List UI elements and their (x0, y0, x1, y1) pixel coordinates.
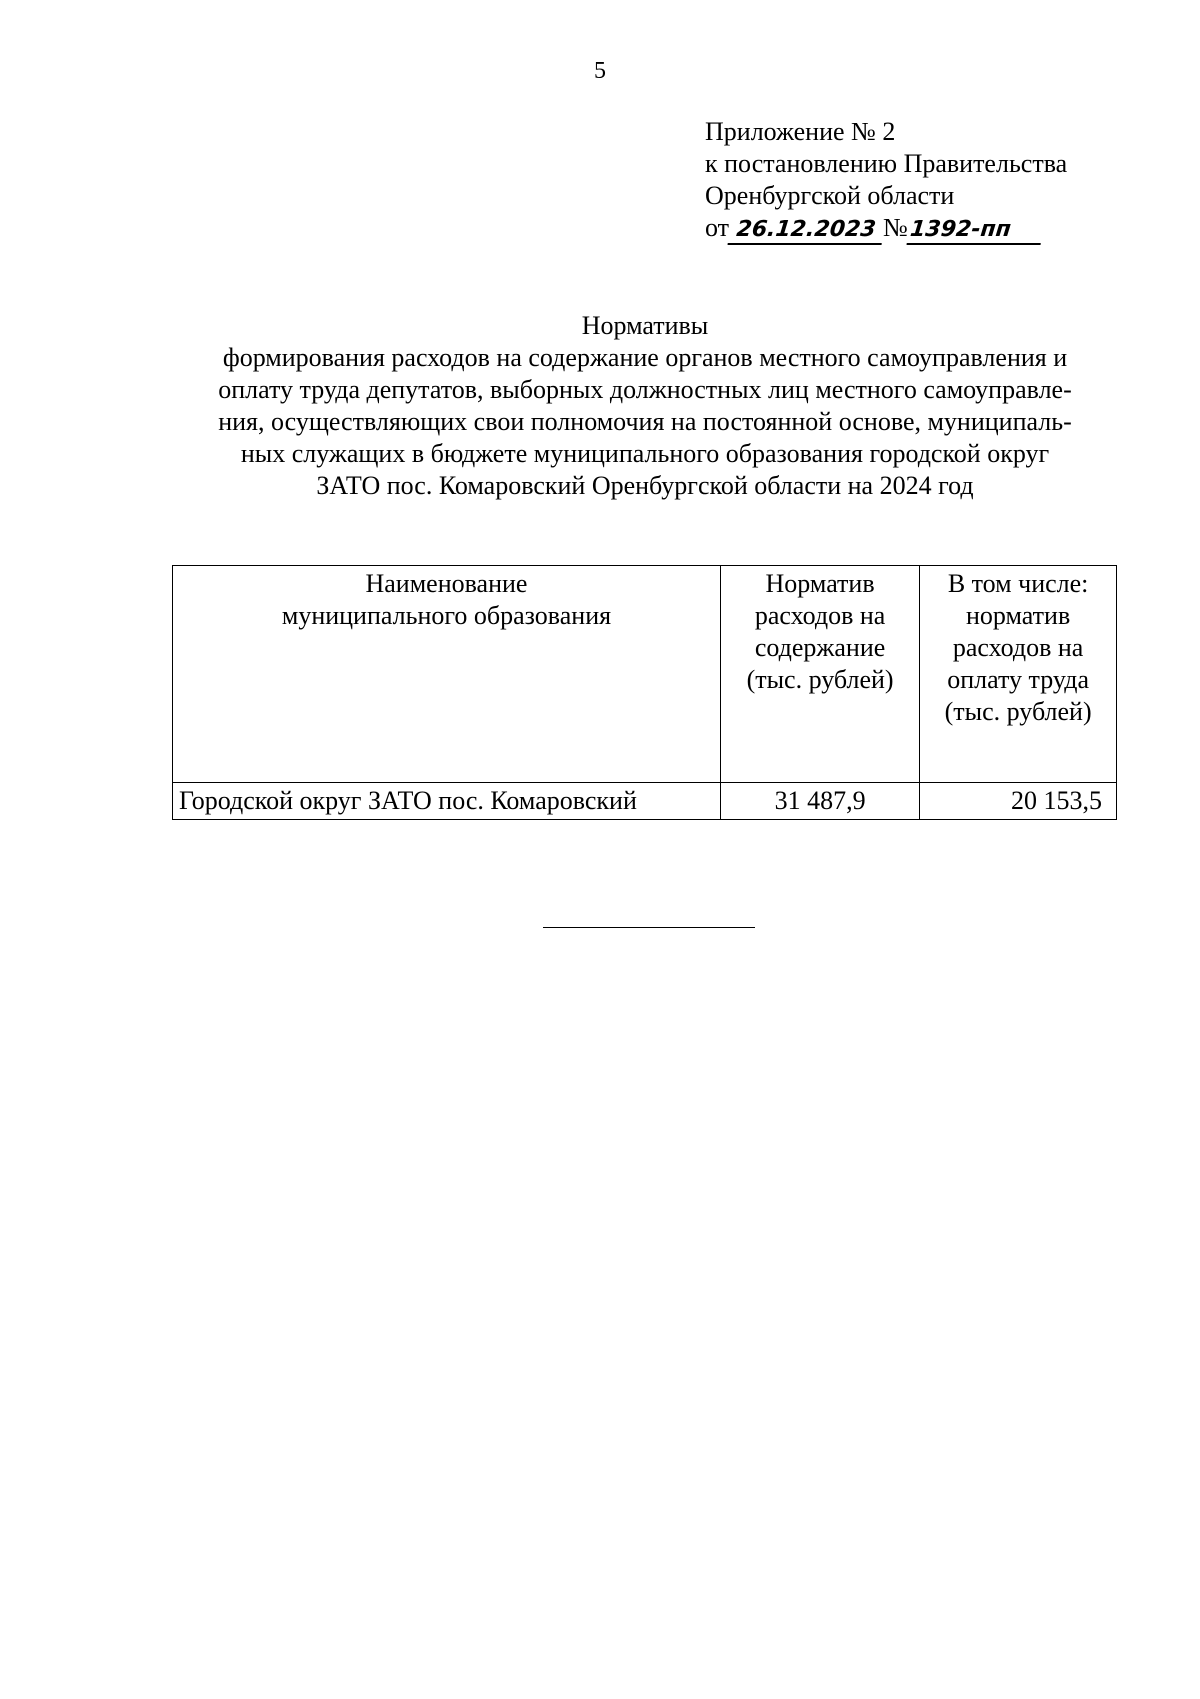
header-total-line: (тыс. рублей) (746, 665, 894, 694)
table-row (173, 783, 1117, 820)
handwritten-date: 26.12.2023 (728, 217, 885, 245)
header-salary-line: (тыс. рублей) (944, 697, 1092, 726)
row-municipality-name: Городской округ ЗАТО пос. Комаровский (173, 783, 721, 820)
appendix-date-line (705, 212, 1067, 245)
header-name-line: Наименование (365, 569, 528, 598)
end-divider (543, 927, 755, 928)
header-salary-line: расходов на (952, 633, 1084, 662)
header-salary-line: оплату труда (947, 665, 1089, 694)
title-line: оплату труда депутатов, выборных должностных лиц местного самоуправле- (218, 375, 1072, 404)
header-salary-line: В том числе: (947, 569, 1089, 598)
header-salary (920, 566, 1117, 783)
table-header-row (173, 566, 1117, 783)
title-line: ЗАТО пос. Комаровский Оренбургской области на 2024 год (316, 471, 974, 500)
appendix-reference: к постановлению Правительства (705, 149, 1068, 178)
header-name-line: муниципального образования (281, 601, 612, 630)
document-title (170, 310, 1120, 502)
header-total (720, 566, 919, 783)
header-total-line: расходов на (754, 601, 886, 630)
norms-table (172, 565, 1117, 820)
appendix-title: Приложение № 2 (705, 117, 896, 146)
title-line: формирования расходов на содержание органов местного самоуправления и (222, 343, 1068, 372)
title-line: ных служащих в бюджете муниципального образования городской округ (240, 439, 1050, 468)
header-total-line: Норматив (765, 569, 875, 598)
handwritten-number: 1392-пп (906, 217, 1043, 245)
title-line: ния, осуществляющих свои полномочия на постоянной основе, муниципаль- (218, 407, 1072, 436)
row-total-norm: 31 487,9 (720, 783, 919, 820)
title-heading: Нормативы (581, 311, 709, 340)
number-prefix: № (883, 213, 908, 242)
page-number: 5 (594, 58, 606, 84)
row-salary-norm: 20 153,5 (920, 783, 1117, 820)
date-prefix: от (705, 213, 730, 242)
appendix-region: Оренбургской области (705, 181, 955, 210)
header-name (173, 566, 721, 783)
appendix-block (705, 116, 1067, 245)
header-total-line: содержание (754, 633, 886, 662)
header-salary-line: норматив (966, 601, 1071, 630)
